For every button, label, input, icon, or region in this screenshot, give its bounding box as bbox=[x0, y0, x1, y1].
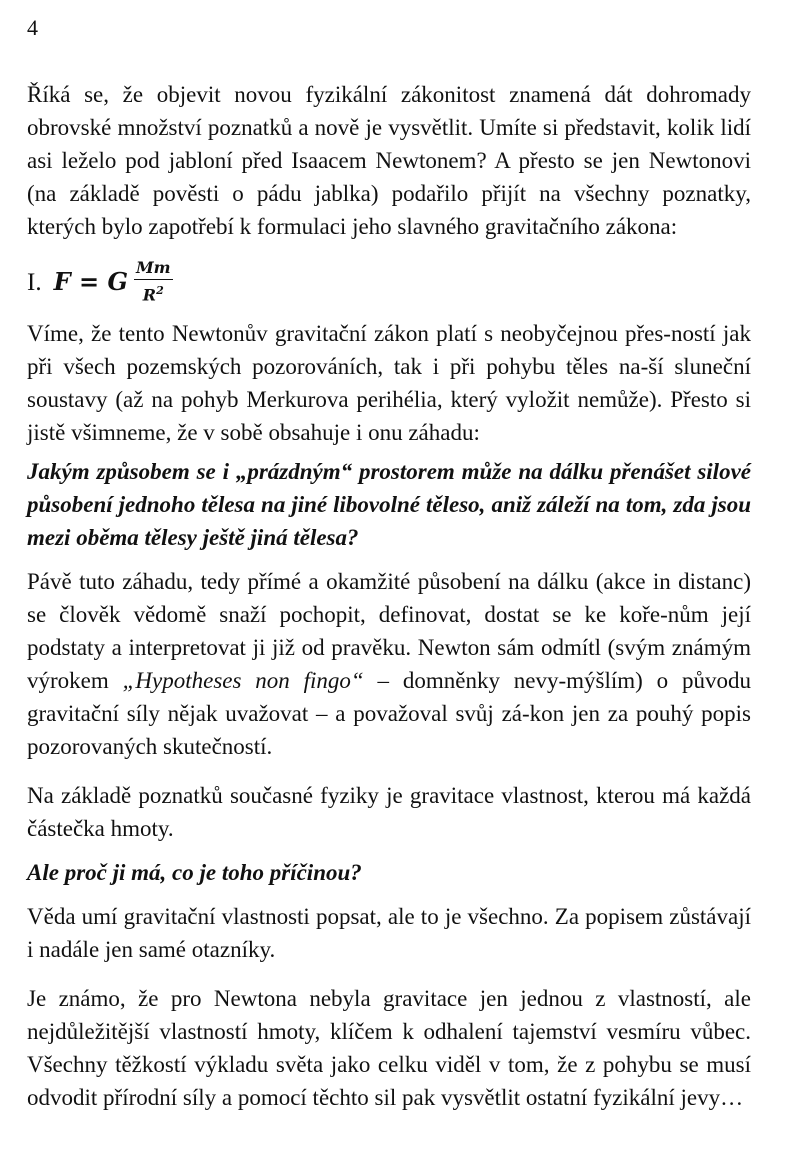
paragraph-law-validity: Víme, že tento Newtonův gravitační zákon platí s neobyčejnou přes-ností jak při všech pozemských pozorováních, tak i při pohybu těles na-ší sluneční soustavy (až na pohyb Merkurova perihélia, který vyložit nemůže). Přesto si jistě všimneme, že v sobě obsahuje i onu záhadu: bbox=[27, 321, 751, 445]
formula-label: I. bbox=[27, 268, 42, 296]
formula-fraction bbox=[134, 258, 173, 305]
formula-exponent: 2 bbox=[156, 284, 164, 298]
newton-quote: „Hypotheses non fingo“ bbox=[122, 668, 364, 693]
page-body bbox=[27, 78, 751, 1114]
paragraph-science-limits: Věda umí gravitační vlastnosti popsat, ale to je všechno. Za popisem zůstávají i nadále jen samé otazníky. bbox=[27, 904, 751, 962]
question-action-at-distance: Jakým způsobem se i „prázdným“ prostorem může na dálku přenášet silové působení jednoho tělesa na jiné libovolné těleso, aniž záleží na tom, zda jsou mezi oběma tělesy ještě jiná tělesa? bbox=[27, 459, 751, 550]
paragraph-intro: Říká se, že objevit novou fyzikální zákonitost znamená dát dohromady obrovské množství poznatků a nově je vysvětlit. Umíte si představit, kolik lidí asi leželo pod jabloní před Isaacem Newtonem? A přesto se jen Newtonovi (na základě pověsti o pádu jablka) podařilo přijít na všechny poznatky, kterých bylo zapotřebí k formulaci jeho slavného gravitačního zákona: bbox=[27, 82, 751, 239]
paragraph-newton-view: Je známo, že pro Newtona nebyla gravitace jen jednou z vlastností, ale nejdůležitější vlastností hmoty, klíčem k odhalení tajemství vesmíru vůbec. Všechny těžkostí výkladu světa jako celku viděl v tom, že z pohybu se musí odvodit přírodní síly a pomocí těchto sil pak vysvětlit ostatní fyzikální jevy… bbox=[27, 986, 751, 1110]
formula-denominator-base: R bbox=[142, 285, 157, 305]
history-text-end: – domněnky nevy-mýšlím) o původu gravitační síly nějak uvažovat – a považoval svůj zá-kon jen za pouhý popis pozorovaných skutečností. bbox=[27, 668, 752, 759]
page-number: 4 bbox=[27, 15, 38, 40]
formula-lhs: F = G bbox=[53, 267, 128, 297]
history-text-start: Pávě tuto záhadu, tedy přímé a okamžité působení na dálku (akce in distanc) se člověk vědomě snaží pochopit, definovat, dostat se ke koře-nům její podstaty a interpretovat ji již od pravěku. Newton sám odmítl (svým známým výrokem bbox=[27, 569, 751, 693]
gravitation-formula bbox=[54, 258, 173, 305]
formula-numerator: Mm bbox=[134, 258, 173, 280]
question-cause: Ale proč ji má, co je toho příčinou? bbox=[27, 860, 362, 885]
paragraph-modern-physics: Na základě poznatků současné fyziky je gravitace vlastnost, kterou má každá částečka hmoty. bbox=[27, 783, 751, 841]
formula-line bbox=[27, 253, 751, 311]
formula-denominator bbox=[143, 280, 164, 305]
paragraph-history bbox=[27, 565, 751, 763]
